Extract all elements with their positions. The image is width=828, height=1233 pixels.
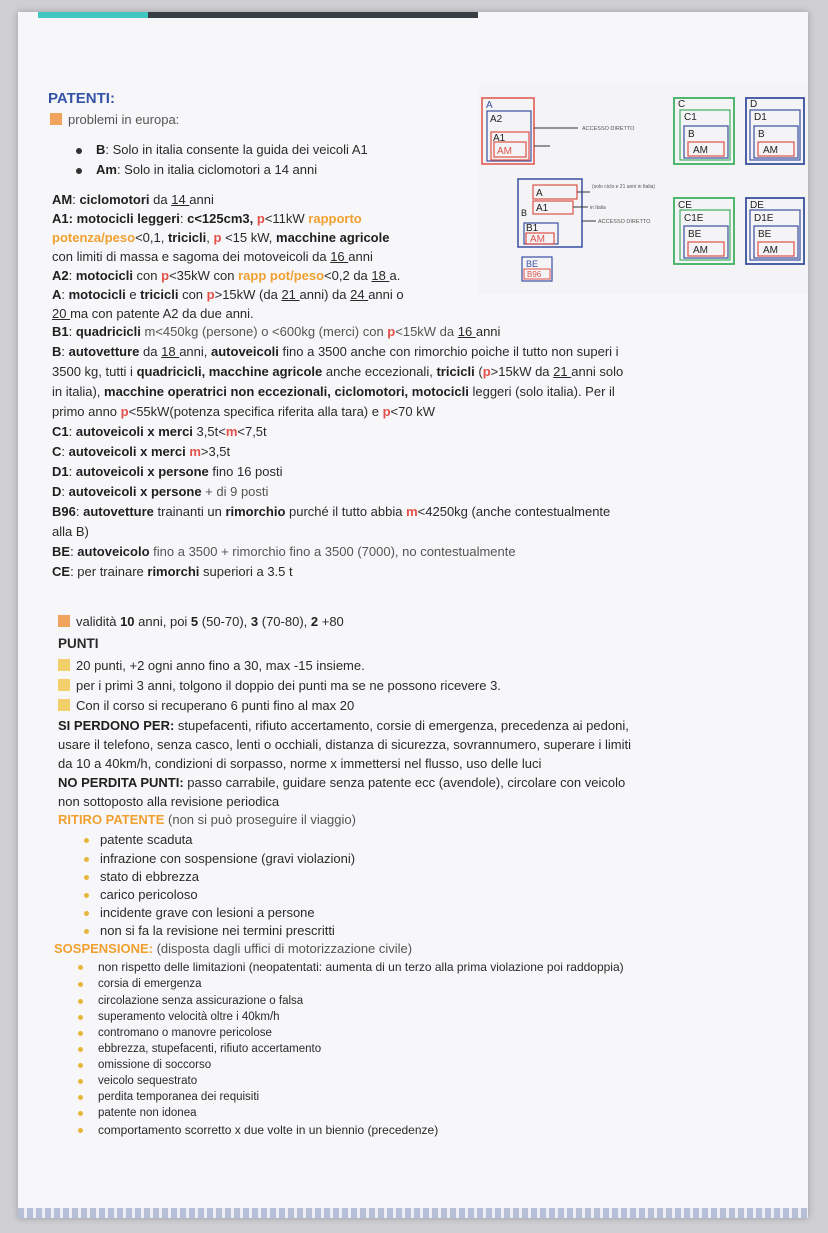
bullet-icon: [78, 999, 83, 1004]
noperdita-line-1: NO PERDITA PUNTI: passo carrabile, guidare senza patente ecc (avendole), circolare con veicolo: [58, 775, 626, 790]
bullet-icon: [78, 982, 83, 987]
validity-line: validità 10 anni, poi 5 (50-70), 3 (70-80), 2 +80: [58, 614, 344, 630]
perdono-line-2: usare il telefono, senza casco, lenti o occhiali, distanza di sicurezza, sovrannumero, superare i limiti: [58, 737, 631, 752]
license-category-diagram: [478, 84, 808, 294]
line-a1-1: A1: motocicli leggeri: c<125cm3, p<11kW rapporto: [52, 211, 362, 226]
diagram-label: B: [758, 129, 765, 140]
diagram-label: AM: [763, 145, 778, 156]
sospensione-heading: SOSPENSIONE: (disposta dagli uffici di motorizzazione civile): [54, 941, 413, 956]
diagram-label: A1: [493, 133, 506, 144]
punti-item: 20 punti, +2 ogni anno fino a 30, max -15 insieme.: [58, 658, 365, 674]
ritiro-item: stato di ebbrezza: [100, 869, 200, 884]
line-a2: A2: motocicli con p<35kW con rapp pot/peso<0,2 da 18 a.: [52, 268, 401, 283]
noperdita-line-2: non sottoposto alla revisione periodica: [58, 794, 280, 809]
diagram-label: BE: [526, 259, 539, 269]
ritiro-heading: RITIRO PATENTE (non si può proseguire il viaggio): [58, 812, 356, 827]
sospensione-item: non rispetto delle limitazioni (neopatentati: aumenta di un terzo alla prima violazione poi raddoppia): [98, 960, 624, 974]
bullet-icon: [76, 168, 82, 174]
bullet-icon: [78, 1031, 83, 1036]
ritiro-item: incidente grave con lesioni a persone: [100, 905, 315, 920]
sospensione-item: contromano o manovre pericolose: [98, 1027, 272, 1039]
bullet-icon: [78, 1047, 83, 1052]
diagram-label: C: [678, 99, 686, 110]
line-b-2: 3500 kg, tutti i quadricicli, macchine agricole anche eccezionali, tricicli (p>15kW da 21 anni solo: [52, 364, 624, 379]
diagram-label: BE: [758, 229, 772, 240]
line-b96-2: alla B): [52, 524, 89, 539]
orange-square-icon: [50, 113, 62, 125]
bullet-icon: [78, 1095, 83, 1100]
binder-top-strip: [148, 12, 478, 18]
punti-item: per i primi 3 anni, tolgono il doppio dei punti ma se ne possono ricevere 3.: [58, 678, 501, 694]
line-d: D: autoveicoli x persone + di 9 posti: [52, 484, 269, 499]
diagram-label: AM: [693, 245, 708, 256]
ritiro-item: patente scaduta: [100, 832, 193, 847]
line-be: BE: autoveicolo fino a 3500 + rimorchio fino a 3500 (7000), no contestualmente: [52, 544, 516, 559]
line-b-3: in italia), macchine operatrici non eccezionali, ciclomotori, motocicli leggeri (solo italia). Per il: [52, 384, 615, 399]
line-a1-3: con limiti di massa e sagoma dei motoveicoli da 16 anni: [52, 249, 373, 264]
diagram-label: D1E: [754, 213, 774, 224]
page-title: PATENTI:: [48, 90, 115, 107]
yellow-square-icon: [58, 679, 70, 691]
bullet-icon: [84, 875, 89, 880]
notes-page: [18, 12, 808, 1218]
ritiro-item: infrazione con sospensione (gravi violazioni): [100, 851, 356, 866]
diagram-label: A1: [536, 203, 549, 214]
sospensione-item: veicolo sequestrato: [98, 1075, 198, 1087]
perdono-line-3: da 10 a 40km/h, condizioni di sorpasso, norme x immettersi nel flusso, uso delle luci: [58, 756, 542, 771]
line-a-2: 20 ma con patente A2 da due anni.: [52, 306, 254, 321]
diagram-label: D1: [754, 112, 767, 123]
bullet-icon: [78, 1111, 83, 1116]
line-b96-1: B96: autovetture trainanti un rimorchio purché il tutto abbia m<4250kg (anche contestualmente: [52, 504, 611, 519]
diagram-label: CE: [678, 200, 692, 211]
diagram-label: A: [486, 100, 493, 111]
sospensione-item: circolazione senza assicurazione o falsa: [98, 995, 304, 1007]
bullet-icon: [78, 1128, 83, 1133]
perdono-line-1: SI PERDONO PER: stupefacenti, rifiuto accertamento, corsie di emergenza, precedenza ai pedoni,: [58, 718, 629, 733]
bullet-icon: [78, 1015, 83, 1020]
problems-heading: problemi in europa:: [50, 112, 179, 128]
yellow-square-icon: [58, 659, 70, 671]
diagram-label: AM: [530, 234, 545, 245]
diagram-label: AM: [693, 145, 708, 156]
sospensione-item: superamento velocità oltre i 40km/h: [98, 1011, 280, 1023]
sospensione-item: omissione di soccorso: [98, 1059, 212, 1071]
diagram-label: B: [521, 208, 528, 218]
sospensione-item: corsia di emergenza: [98, 978, 202, 990]
ritiro-item: non si fa la revisione nei termini prescritti: [100, 923, 335, 938]
punti-heading: PUNTI: [58, 636, 99, 651]
diagram-label: C1E: [684, 213, 704, 224]
diagram-label: AM: [763, 245, 778, 256]
bullet-icon: [78, 1063, 83, 1068]
sospensione-item: ebbrezza, stupefacenti, rifiuto accertamento: [98, 1043, 322, 1055]
diagram-note: ACCESSO DIRETTO: [582, 126, 635, 132]
diagram-label: A2: [490, 114, 503, 125]
diagram-label: B96: [527, 270, 542, 279]
sospensione-item: perdita temporanea dei requisiti: [98, 1091, 260, 1103]
diagram-note: in Italia: [590, 205, 606, 211]
ritiro-item: carico pericoloso: [100, 887, 198, 902]
line-ce: CE: per trainare rimorchi superiori a 3.5 t: [52, 564, 293, 579]
diagram-label: AM: [497, 146, 512, 157]
diagram-note: (solo ciclo e 21 anni in Italia): [592, 184, 656, 190]
line-b-1: B: autovetture da 18 anni, autoveicoli fino a 3500 anche con rimorchio poiche il tutto non superi i: [52, 344, 619, 359]
bullet-icon: [76, 148, 82, 154]
bullet-icon: [84, 857, 89, 862]
diagram-label: B1: [526, 223, 539, 234]
diagram-label: B: [688, 129, 695, 140]
line-am: AM: ciclomotori da 14 anni: [52, 192, 214, 207]
yellow-square-icon: [58, 699, 70, 711]
bullet-icon: [84, 893, 89, 898]
orange-square-icon: [58, 615, 70, 627]
bullet-icon: [84, 929, 89, 934]
problem-am: Am: Solo in italia ciclomotori a 14 anni: [96, 162, 318, 177]
line-c1: C1: autoveicoli x merci 3,5t<m<7,5t: [52, 424, 267, 439]
line-a1-2: potenza/peso<0,1, tricicli, p <15 kW, macchine agricole: [52, 230, 390, 245]
line-b1: B1: quadricicli m<450kg (persone) o <600kg (merci) con p<15kW da 16 anni: [52, 324, 501, 339]
diagram-note: ACCESSO DIRETTO: [598, 219, 651, 225]
diagram-label: C1: [684, 112, 697, 123]
line-c: C: autoveicoli x merci m>3,5t: [52, 444, 231, 459]
bullet-icon: [78, 1079, 83, 1084]
bullet-icon: [78, 965, 83, 970]
problem-b: B: Solo in italia consente la guida dei veicoli A1: [96, 142, 368, 157]
diagram-label: BE: [688, 229, 702, 240]
sospensione-item: comportamento scorretto x due volte in un biennio (precedenze): [98, 1123, 439, 1137]
line-a-1: A: motocicli e tricicli con p>15kW (da 21 anni) da 24 anni o: [52, 287, 404, 302]
punti-item: Con il corso si recuperano 6 punti fino al max 20: [58, 698, 354, 714]
binder-bottom-strip: [18, 1208, 808, 1218]
diagram-label: D: [750, 99, 758, 110]
line-d1: D1: autoveicoli x persone fino 16 posti: [52, 464, 283, 479]
bullet-icon: [84, 911, 89, 916]
bullet-icon: [84, 838, 89, 843]
diagram-label: DE: [750, 200, 764, 211]
diagram-label: A: [536, 188, 543, 199]
sospensione-item: patente non idonea: [98, 1107, 197, 1119]
line-b-4: primo anno p<55kW(potenza specifica riferita alla tara) e p<70 kW: [52, 404, 435, 419]
